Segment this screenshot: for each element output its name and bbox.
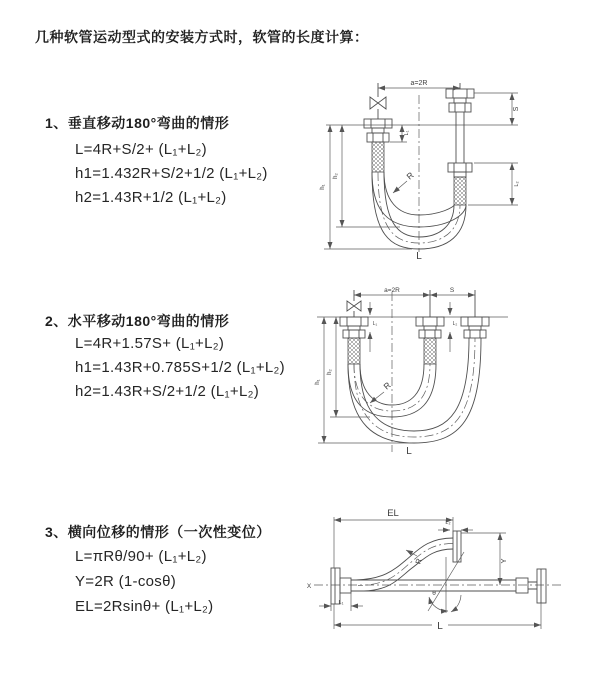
dim-label-l1: L₁ [404, 130, 410, 136]
upper-flange [453, 531, 461, 562]
length-label: L [437, 621, 443, 632]
theta-label: θ [432, 590, 436, 597]
section-2-heading: 2、水平移动180°弯曲的情形 [45, 313, 230, 329]
diagram-horizontal-180-bend [312, 282, 600, 457]
hose-u-bends [348, 338, 481, 443]
section-2-formula-L: L=4R+1.57S+ (L₁+L₂) [75, 335, 225, 352]
right-flange [516, 569, 546, 603]
section-2-formula-h2: h2=1.43R+S/2+1/2 (L₁+L₂) [75, 383, 260, 400]
dim-label-h1: h₁ [320, 184, 326, 190]
dim-label-a-2r: a=2R [410, 80, 428, 87]
dim-label-h2: h₂ [333, 173, 339, 179]
page-title: 几种软管运动型式的安装方式时，软管的长度计算： [35, 29, 369, 45]
section-1-heading: 1、垂直移动180°弯曲的情形 [45, 115, 230, 131]
valve-icon [370, 83, 386, 119]
displaced-hose-s-curve [356, 538, 453, 591]
dim-label-l1: L₁ [338, 600, 344, 606]
radius-label: R [404, 169, 416, 182]
dim-label-s: S [513, 106, 520, 112]
dim-label-s: S [449, 287, 455, 294]
dim-label-l2: L₂ [445, 520, 451, 526]
left-flange [331, 568, 351, 604]
section-2-formula-h1: h1=1.43R+0.785S+1/2 (L₁+L₂) [75, 359, 285, 376]
section-3-formula-Y: Y=2R (1-cosθ) [75, 573, 177, 590]
dim-label-h1: h₁ [315, 379, 321, 385]
reference-lines [326, 95, 518, 252]
section-3-formula-L: L=πRθ/90+ (L₁+L₂) [75, 548, 207, 565]
left-hose-fitting [340, 317, 368, 364]
dim-label-a-2r: a=2R [384, 287, 400, 294]
length-label: L [406, 446, 412, 457]
dim-label-el: EL [387, 508, 399, 519]
axis-label-x: X [306, 583, 312, 590]
dim-label-l1: L₁ [372, 321, 378, 327]
dimension-lines [319, 517, 541, 629]
radius-label: R [413, 557, 424, 566]
section-1-formula-L: L=4R+S/2+ (L₁+L₂) [75, 141, 207, 158]
dim-label-l2: L₂ [514, 181, 520, 187]
valve-icon [347, 290, 361, 317]
right-hose-fitting [461, 290, 489, 338]
left-hose-fitting [364, 119, 392, 172]
diagram-vertical-180-bend [312, 75, 597, 260]
dim-label-l2: L₂ [452, 321, 458, 327]
section-1-formula-h2: h2=1.43R+1/2 (L₁+L₂) [75, 189, 227, 206]
section-1-formula-h1: h1=1.432R+S/2+1/2 (L₁+L₂) [75, 165, 268, 182]
dim-label-h2: h₂ [327, 369, 333, 375]
radius-label: R [381, 379, 393, 392]
length-label: L [416, 251, 422, 260]
middle-hose-fitting [416, 290, 444, 364]
section-3-formula-EL: EL=2Rsinθ+ (L₁+L₂) [75, 598, 214, 615]
dim-label-y: Y [499, 558, 508, 564]
right-hose-fitting [446, 83, 474, 205]
dimension-lines [324, 88, 518, 249]
diagram-lateral-displacement [300, 505, 600, 645]
section-3-heading: 3、横向位移的情形（一次性变位） [45, 524, 271, 540]
